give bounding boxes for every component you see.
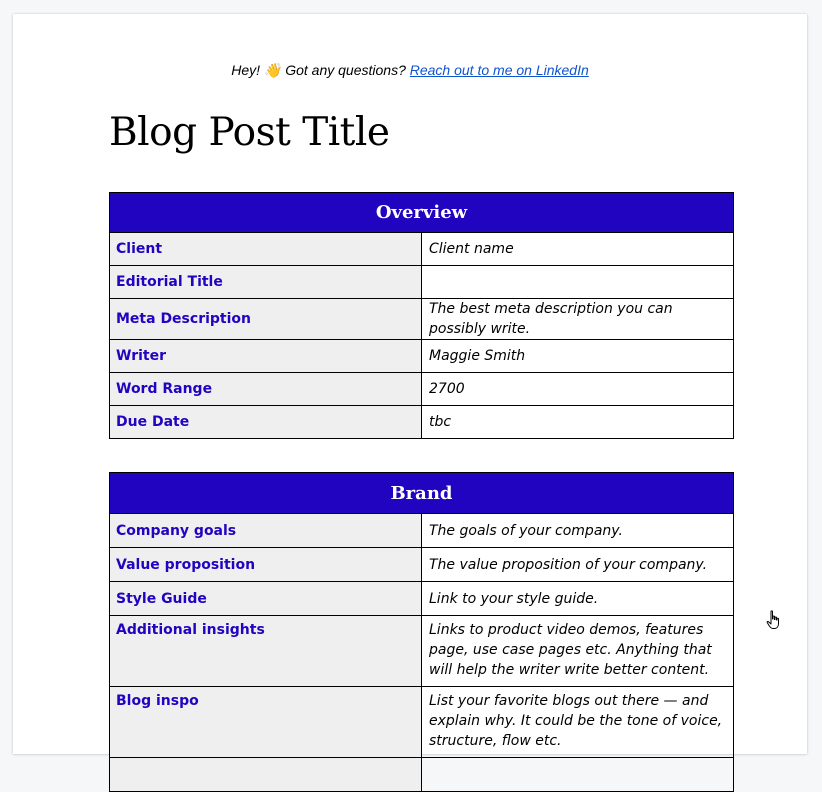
brand-table [109,472,734,792]
row-label: Client [110,233,422,266]
row-value[interactable]: tbc [422,406,734,439]
intro-text: Hey! 👋 Got any questions? [231,62,406,78]
table-row [110,616,734,687]
table-row [110,548,734,582]
row-value[interactable]: Client name [422,233,734,266]
overview-table [109,192,734,439]
row-value[interactable]: Maggie Smith [422,340,734,373]
table-row [110,266,734,299]
table-row [110,687,734,758]
linkedin-link[interactable]: Reach out to me on LinkedIn [409,62,589,78]
row-label: Due Date [110,406,422,439]
table-row [110,340,734,373]
row-value[interactable]: 2700 [422,373,734,406]
row-value[interactable] [422,266,734,299]
table-row [110,373,734,406]
intro-line [13,62,807,79]
row-label: Word Range [110,373,422,406]
table-row [110,582,734,616]
row-label: Blog inspo [110,687,422,758]
document-page [13,14,807,754]
row-value[interactable]: The best meta description you can possibly write. [422,299,734,340]
row-label: Writer [110,340,422,373]
row-label: Additional insights [110,616,422,687]
table-row [110,758,734,792]
row-label: Editorial Title [110,266,422,299]
row-label: Company goals [110,514,422,548]
table-row [110,299,734,340]
overview-header: Overview [110,193,734,233]
table-row [110,233,734,266]
row-label: Value proposition [110,548,422,582]
row-label: Style Guide [110,582,422,616]
row-value[interactable]: Links to product video demos, features page, use case pages etc. Anything that will help the writer write better content. [422,616,734,687]
table-row [110,514,734,548]
hand-pointer-icon [766,610,784,630]
row-value[interactable]: Link to your style guide. [422,582,734,616]
row-label: Meta Description [110,299,422,340]
table-row [110,406,734,439]
row-value[interactable]: List your favorite blogs out there — and explain why. It could be the tone of voice, structure, flow etc. [422,687,734,758]
brand-header: Brand [110,473,734,514]
row-value[interactable]: The goals of your company. [422,514,734,548]
page-title: Blog Post Title [109,110,390,155]
row-value[interactable]: The value proposition of your company. [422,548,734,582]
